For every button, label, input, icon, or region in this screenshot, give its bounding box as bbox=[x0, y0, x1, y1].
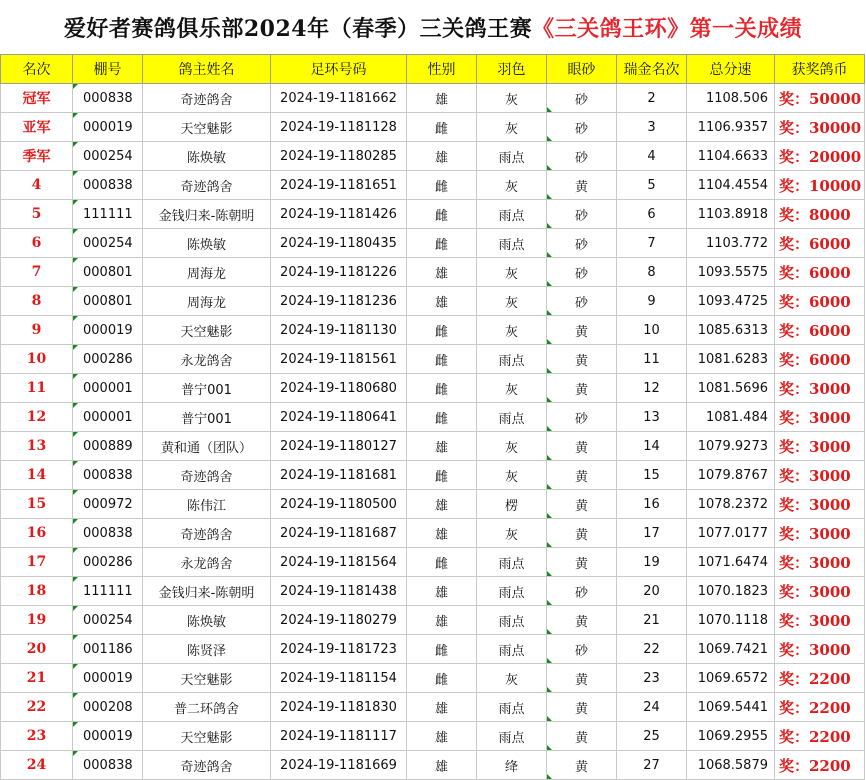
owner-cell: 陈贤泽 bbox=[143, 635, 271, 664]
prize-cell: 奖：30000 bbox=[775, 113, 865, 142]
owner-cell: 永龙鸽舍 bbox=[143, 548, 271, 577]
feather-color-cell: 雨点 bbox=[477, 548, 547, 577]
prize-cell: 奖：6000 bbox=[775, 287, 865, 316]
eye-sand-cell: 黄 bbox=[547, 722, 617, 751]
sex-cell: 雄 bbox=[407, 722, 477, 751]
ring-number-cell: 2024-19-1181830 bbox=[271, 693, 407, 722]
rank-cell: 季军 bbox=[1, 142, 73, 171]
feather-color-cell: 雨点 bbox=[477, 229, 547, 258]
place-cell: 24 bbox=[617, 693, 687, 722]
feather-color-cell: 灰 bbox=[477, 258, 547, 287]
title-stage: 第一关成绩 bbox=[689, 15, 803, 42]
place-cell: 5 bbox=[617, 171, 687, 200]
ring-number-cell: 2024-19-1181687 bbox=[271, 519, 407, 548]
owner-cell: 永龙鸽舍 bbox=[143, 345, 271, 374]
table-row bbox=[1, 635, 865, 664]
total-speed-cell: 1108.506 bbox=[687, 84, 775, 113]
feather-color-cell: 雨点 bbox=[477, 722, 547, 751]
ring-number-cell: 2024-19-1180127 bbox=[271, 432, 407, 461]
sex-cell: 雌 bbox=[407, 548, 477, 577]
sex-cell: 雌 bbox=[407, 200, 477, 229]
loft-cell: 000801 bbox=[73, 258, 143, 287]
owner-cell: 奇迹鸽舍 bbox=[143, 171, 271, 200]
ring-number-cell: 2024-19-1181669 bbox=[271, 751, 407, 780]
prize-cell: 奖：3000 bbox=[775, 577, 865, 606]
total-speed-cell: 1069.2955 bbox=[687, 722, 775, 751]
results-table bbox=[0, 54, 865, 780]
sex-cell: 雌 bbox=[407, 664, 477, 693]
prize-cell: 奖：50000 bbox=[775, 84, 865, 113]
place-cell: 23 bbox=[617, 664, 687, 693]
ring-number-cell: 2024-19-1181681 bbox=[271, 461, 407, 490]
eye-sand-cell: 黄 bbox=[547, 693, 617, 722]
table-row bbox=[1, 171, 865, 200]
total-speed-cell: 1104.4554 bbox=[687, 171, 775, 200]
place-cell: 27 bbox=[617, 751, 687, 780]
ring-number-cell: 2024-19-1180500 bbox=[271, 490, 407, 519]
rank-cell: 24 bbox=[1, 751, 73, 780]
place-cell: 13 bbox=[617, 403, 687, 432]
title-ring-name: 《三关鸽王环》 bbox=[532, 15, 690, 42]
loft-cell: 000254 bbox=[73, 142, 143, 171]
feather-color-cell: 雨点 bbox=[477, 345, 547, 374]
eye-sand-cell: 黄 bbox=[547, 374, 617, 403]
header-place: 瑞金名次 bbox=[617, 55, 687, 84]
ring-number-cell: 2024-19-1180435 bbox=[271, 229, 407, 258]
table-row bbox=[1, 84, 865, 113]
ring-number-cell: 2024-19-1181662 bbox=[271, 84, 407, 113]
rank-cell: 15 bbox=[1, 490, 73, 519]
owner-cell: 周海龙 bbox=[143, 258, 271, 287]
sex-cell: 雌 bbox=[407, 171, 477, 200]
eye-sand-cell: 砂 bbox=[547, 258, 617, 287]
place-cell: 15 bbox=[617, 461, 687, 490]
eye-sand-cell: 砂 bbox=[547, 287, 617, 316]
eye-sand-cell: 黄 bbox=[547, 171, 617, 200]
eye-sand-cell: 黄 bbox=[547, 548, 617, 577]
ring-number-cell: 2024-19-1181236 bbox=[271, 287, 407, 316]
eye-sand-cell: 砂 bbox=[547, 200, 617, 229]
place-cell: 8 bbox=[617, 258, 687, 287]
eye-sand-cell: 黄 bbox=[547, 751, 617, 780]
sex-cell: 雌 bbox=[407, 229, 477, 258]
loft-cell: 000286 bbox=[73, 345, 143, 374]
owner-cell: 奇迹鸽舍 bbox=[143, 751, 271, 780]
rank-cell: 4 bbox=[1, 171, 73, 200]
sex-cell: 雄 bbox=[407, 287, 477, 316]
sex-cell: 雄 bbox=[407, 577, 477, 606]
feather-color-cell: 雨点 bbox=[477, 693, 547, 722]
owner-cell: 陈焕敏 bbox=[143, 229, 271, 258]
rank-cell: 7 bbox=[1, 258, 73, 287]
sex-cell: 雌 bbox=[407, 316, 477, 345]
ring-number-cell: 2024-19-1180680 bbox=[271, 374, 407, 403]
prize-cell: 奖：3000 bbox=[775, 548, 865, 577]
prize-cell: 奖：3000 bbox=[775, 403, 865, 432]
owner-cell: 奇迹鸽舍 bbox=[143, 519, 271, 548]
ring-number-cell: 2024-19-1181226 bbox=[271, 258, 407, 287]
ring-number-cell: 2024-19-1180279 bbox=[271, 606, 407, 635]
table-row bbox=[1, 751, 865, 780]
ring-number-cell: 2024-19-1181426 bbox=[271, 200, 407, 229]
total-speed-cell: 1069.5441 bbox=[687, 693, 775, 722]
feather-color-cell: 灰 bbox=[477, 519, 547, 548]
prize-cell: 奖：6000 bbox=[775, 345, 865, 374]
loft-cell: 111111 bbox=[73, 200, 143, 229]
loft-cell: 000838 bbox=[73, 171, 143, 200]
rank-cell: 22 bbox=[1, 693, 73, 722]
total-speed-cell: 1093.5575 bbox=[687, 258, 775, 287]
owner-cell: 金钱归来-陈朝明 bbox=[143, 577, 271, 606]
place-cell: 3 bbox=[617, 113, 687, 142]
ring-number-cell: 2024-19-1181651 bbox=[271, 171, 407, 200]
total-speed-cell: 1103.8918 bbox=[687, 200, 775, 229]
sex-cell: 雄 bbox=[407, 693, 477, 722]
rank-cell: 20 bbox=[1, 635, 73, 664]
ring-number-cell: 2024-19-1181117 bbox=[271, 722, 407, 751]
rank-cell: 13 bbox=[1, 432, 73, 461]
loft-cell: 000019 bbox=[73, 664, 143, 693]
loft-cell: 000001 bbox=[73, 403, 143, 432]
prize-cell: 奖：3000 bbox=[775, 374, 865, 403]
total-speed-cell: 1078.2372 bbox=[687, 490, 775, 519]
place-cell: 7 bbox=[617, 229, 687, 258]
total-speed-cell: 1093.4725 bbox=[687, 287, 775, 316]
prize-cell: 奖：3000 bbox=[775, 519, 865, 548]
eye-sand-cell: 砂 bbox=[547, 229, 617, 258]
total-speed-cell: 1071.6474 bbox=[687, 548, 775, 577]
loft-cell: 000838 bbox=[73, 84, 143, 113]
total-speed-cell: 1106.9357 bbox=[687, 113, 775, 142]
table-row bbox=[1, 200, 865, 229]
rank-cell: 亚军 bbox=[1, 113, 73, 142]
eye-sand-cell: 黄 bbox=[547, 432, 617, 461]
ring-number-cell: 2024-19-1181564 bbox=[271, 548, 407, 577]
rank-cell: 10 bbox=[1, 345, 73, 374]
total-speed-cell: 1068.5879 bbox=[687, 751, 775, 780]
table-row bbox=[1, 229, 865, 258]
eye-sand-cell: 砂 bbox=[547, 113, 617, 142]
owner-cell: 天空魅影 bbox=[143, 664, 271, 693]
feather-color-cell: 雨点 bbox=[477, 142, 547, 171]
place-cell: 19 bbox=[617, 548, 687, 577]
ring-number-cell: 2024-19-1181438 bbox=[271, 577, 407, 606]
loft-cell: 000801 bbox=[73, 287, 143, 316]
ring-number-cell: 2024-19-1181561 bbox=[271, 345, 407, 374]
total-speed-cell: 1081.484 bbox=[687, 403, 775, 432]
loft-cell: 000019 bbox=[73, 113, 143, 142]
loft-cell: 000889 bbox=[73, 432, 143, 461]
sex-cell: 雄 bbox=[407, 751, 477, 780]
owner-cell: 黄和通（团队） bbox=[143, 432, 271, 461]
total-speed-cell: 1081.5696 bbox=[687, 374, 775, 403]
table-row bbox=[1, 258, 865, 287]
prize-cell: 奖：3000 bbox=[775, 432, 865, 461]
sex-cell: 雌 bbox=[407, 403, 477, 432]
title-main: 爱好者赛鸽俱乐部2024年（春季）三关鸽王赛 bbox=[63, 15, 533, 42]
feather-color-cell: 雨点 bbox=[477, 403, 547, 432]
eye-sand-cell: 黄 bbox=[547, 519, 617, 548]
sex-cell: 雄 bbox=[407, 606, 477, 635]
table-row bbox=[1, 461, 865, 490]
sex-cell: 雄 bbox=[407, 258, 477, 287]
owner-cell: 金钱归来-陈朝明 bbox=[143, 200, 271, 229]
sex-cell: 雄 bbox=[407, 490, 477, 519]
place-cell: 17 bbox=[617, 519, 687, 548]
feather-color-cell: 灰 bbox=[477, 461, 547, 490]
feather-color-cell: 雨点 bbox=[477, 200, 547, 229]
table-header bbox=[1, 55, 865, 84]
loft-cell: 000838 bbox=[73, 461, 143, 490]
loft-cell: 000286 bbox=[73, 548, 143, 577]
table-row bbox=[1, 316, 865, 345]
feather-color-cell: 灰 bbox=[477, 113, 547, 142]
table-row bbox=[1, 403, 865, 432]
table-row bbox=[1, 693, 865, 722]
rank-cell: 12 bbox=[1, 403, 73, 432]
loft-cell: 000838 bbox=[73, 519, 143, 548]
rank-cell: 11 bbox=[1, 374, 73, 403]
prize-cell: 奖：20000 bbox=[775, 142, 865, 171]
sex-cell: 雄 bbox=[407, 84, 477, 113]
header-owner: 鸽主姓名 bbox=[143, 55, 271, 84]
eye-sand-cell: 黄 bbox=[547, 461, 617, 490]
rank-cell: 17 bbox=[1, 548, 73, 577]
place-cell: 9 bbox=[617, 287, 687, 316]
ring-number-cell: 2024-19-1180285 bbox=[271, 142, 407, 171]
prize-cell: 奖：3000 bbox=[775, 606, 865, 635]
feather-color-cell: 灰 bbox=[477, 287, 547, 316]
prize-cell: 奖：3000 bbox=[775, 635, 865, 664]
rank-cell: 14 bbox=[1, 461, 73, 490]
loft-cell: 000838 bbox=[73, 751, 143, 780]
eye-sand-cell: 黄 bbox=[547, 345, 617, 374]
table-row bbox=[1, 606, 865, 635]
ring-number-cell: 2024-19-1180641 bbox=[271, 403, 407, 432]
total-speed-cell: 1103.772 bbox=[687, 229, 775, 258]
header-prize: 获奖鸽币 bbox=[775, 55, 865, 84]
loft-cell: 000019 bbox=[73, 722, 143, 751]
eye-sand-cell: 黄 bbox=[547, 316, 617, 345]
feather-color-cell: 楞 bbox=[477, 490, 547, 519]
place-cell: 12 bbox=[617, 374, 687, 403]
prize-cell: 奖：6000 bbox=[775, 258, 865, 287]
rank-cell: 6 bbox=[1, 229, 73, 258]
owner-cell: 天空魅影 bbox=[143, 316, 271, 345]
eye-sand-cell: 砂 bbox=[547, 577, 617, 606]
total-speed-cell: 1081.6283 bbox=[687, 345, 775, 374]
owner-cell: 陈伟江 bbox=[143, 490, 271, 519]
eye-sand-cell: 黄 bbox=[547, 664, 617, 693]
feather-color-cell: 绛 bbox=[477, 751, 547, 780]
sex-cell: 雌 bbox=[407, 345, 477, 374]
sex-cell: 雄 bbox=[407, 519, 477, 548]
owner-cell: 普宁001 bbox=[143, 403, 271, 432]
total-speed-cell: 1069.7421 bbox=[687, 635, 775, 664]
rank-cell: 19 bbox=[1, 606, 73, 635]
loft-cell: 111111 bbox=[73, 577, 143, 606]
total-speed-cell: 1079.8767 bbox=[687, 461, 775, 490]
table-row bbox=[1, 577, 865, 606]
rank-cell: 21 bbox=[1, 664, 73, 693]
table-row bbox=[1, 374, 865, 403]
prize-cell: 奖：10000 bbox=[775, 171, 865, 200]
prize-cell: 奖：8000 bbox=[775, 200, 865, 229]
table-row bbox=[1, 432, 865, 461]
sex-cell: 雌 bbox=[407, 113, 477, 142]
feather-color-cell: 灰 bbox=[477, 664, 547, 693]
feather-color-cell: 灰 bbox=[477, 432, 547, 461]
feather-color-cell: 灰 bbox=[477, 84, 547, 113]
sex-cell: 雄 bbox=[407, 142, 477, 171]
feather-color-cell: 雨点 bbox=[477, 577, 547, 606]
total-speed-cell: 1069.6572 bbox=[687, 664, 775, 693]
eye-sand-cell: 黄 bbox=[547, 490, 617, 519]
table-row bbox=[1, 548, 865, 577]
total-speed-cell: 1070.1823 bbox=[687, 577, 775, 606]
feather-color-cell: 灰 bbox=[477, 374, 547, 403]
loft-cell: 000208 bbox=[73, 693, 143, 722]
table-row bbox=[1, 345, 865, 374]
owner-cell: 普二环鸽舍 bbox=[143, 693, 271, 722]
rank-cell: 23 bbox=[1, 722, 73, 751]
owner-cell: 天空魅影 bbox=[143, 113, 271, 142]
sex-cell: 雌 bbox=[407, 461, 477, 490]
table-body bbox=[1, 84, 865, 780]
place-cell: 14 bbox=[617, 432, 687, 461]
rank-cell: 5 bbox=[1, 200, 73, 229]
prize-cell: 奖：6000 bbox=[775, 316, 865, 345]
owner-cell: 奇迹鸽舍 bbox=[143, 84, 271, 113]
rank-cell: 冠军 bbox=[1, 84, 73, 113]
prize-cell: 奖：2200 bbox=[775, 664, 865, 693]
place-cell: 10 bbox=[617, 316, 687, 345]
prize-cell: 奖：2200 bbox=[775, 751, 865, 780]
total-speed-cell: 1079.9273 bbox=[687, 432, 775, 461]
ring-number-cell: 2024-19-1181723 bbox=[271, 635, 407, 664]
prize-cell: 奖：2200 bbox=[775, 722, 865, 751]
place-cell: 11 bbox=[617, 345, 687, 374]
eye-sand-cell: 砂 bbox=[547, 403, 617, 432]
prize-cell: 奖：6000 bbox=[775, 229, 865, 258]
place-cell: 16 bbox=[617, 490, 687, 519]
place-cell: 25 bbox=[617, 722, 687, 751]
feather-color-cell: 灰 bbox=[477, 316, 547, 345]
prize-cell: 奖：3000 bbox=[775, 461, 865, 490]
owner-cell: 天空魅影 bbox=[143, 722, 271, 751]
eye-sand-cell: 砂 bbox=[547, 635, 617, 664]
place-cell: 20 bbox=[617, 577, 687, 606]
total-speed-cell: 1104.6633 bbox=[687, 142, 775, 171]
sex-cell: 雄 bbox=[407, 432, 477, 461]
table-row bbox=[1, 722, 865, 751]
place-cell: 4 bbox=[617, 142, 687, 171]
total-speed-cell: 1085.6313 bbox=[687, 316, 775, 345]
total-speed-cell: 1077.0177 bbox=[687, 519, 775, 548]
table-row bbox=[1, 519, 865, 548]
table-row bbox=[1, 113, 865, 142]
header-sex: 性别 bbox=[407, 55, 477, 84]
header-ring: 足环号码 bbox=[271, 55, 407, 84]
eye-sand-cell: 砂 bbox=[547, 84, 617, 113]
table-row bbox=[1, 664, 865, 693]
feather-color-cell: 雨点 bbox=[477, 606, 547, 635]
owner-cell: 周海龙 bbox=[143, 287, 271, 316]
eye-sand-cell: 黄 bbox=[547, 606, 617, 635]
owner-cell: 陈焕敏 bbox=[143, 142, 271, 171]
ring-number-cell: 2024-19-1181154 bbox=[271, 664, 407, 693]
total-speed-cell: 1070.1118 bbox=[687, 606, 775, 635]
place-cell: 21 bbox=[617, 606, 687, 635]
header-eye: 眼砂 bbox=[547, 55, 617, 84]
ring-number-cell: 2024-19-1181128 bbox=[271, 113, 407, 142]
place-cell: 6 bbox=[617, 200, 687, 229]
loft-cell: 000972 bbox=[73, 490, 143, 519]
page-title bbox=[0, 0, 866, 54]
header-speed: 总分速 bbox=[687, 55, 775, 84]
owner-cell: 普宁001 bbox=[143, 374, 271, 403]
eye-sand-cell: 砂 bbox=[547, 142, 617, 171]
prize-cell: 奖：3000 bbox=[775, 490, 865, 519]
prize-cell: 奖：2200 bbox=[775, 693, 865, 722]
rank-cell: 16 bbox=[1, 519, 73, 548]
sex-cell: 雌 bbox=[407, 374, 477, 403]
header-loft: 棚号 bbox=[73, 55, 143, 84]
feather-color-cell: 灰 bbox=[477, 171, 547, 200]
header-color: 羽色 bbox=[477, 55, 547, 84]
loft-cell: 000254 bbox=[73, 229, 143, 258]
place-cell: 2 bbox=[617, 84, 687, 113]
table-row bbox=[1, 490, 865, 519]
rank-cell: 9 bbox=[1, 316, 73, 345]
header-rank: 名次 bbox=[1, 55, 73, 84]
sex-cell: 雌 bbox=[407, 635, 477, 664]
owner-cell: 陈焕敏 bbox=[143, 606, 271, 635]
loft-cell: 001186 bbox=[73, 635, 143, 664]
feather-color-cell: 雨点 bbox=[477, 635, 547, 664]
loft-cell: 000019 bbox=[73, 316, 143, 345]
place-cell: 22 bbox=[617, 635, 687, 664]
table-row bbox=[1, 142, 865, 171]
owner-cell: 奇迹鸽舍 bbox=[143, 461, 271, 490]
loft-cell: 000254 bbox=[73, 606, 143, 635]
ring-number-cell: 2024-19-1181130 bbox=[271, 316, 407, 345]
table-row bbox=[1, 287, 865, 316]
rank-cell: 8 bbox=[1, 287, 73, 316]
rank-cell: 18 bbox=[1, 577, 73, 606]
loft-cell: 000001 bbox=[73, 374, 143, 403]
